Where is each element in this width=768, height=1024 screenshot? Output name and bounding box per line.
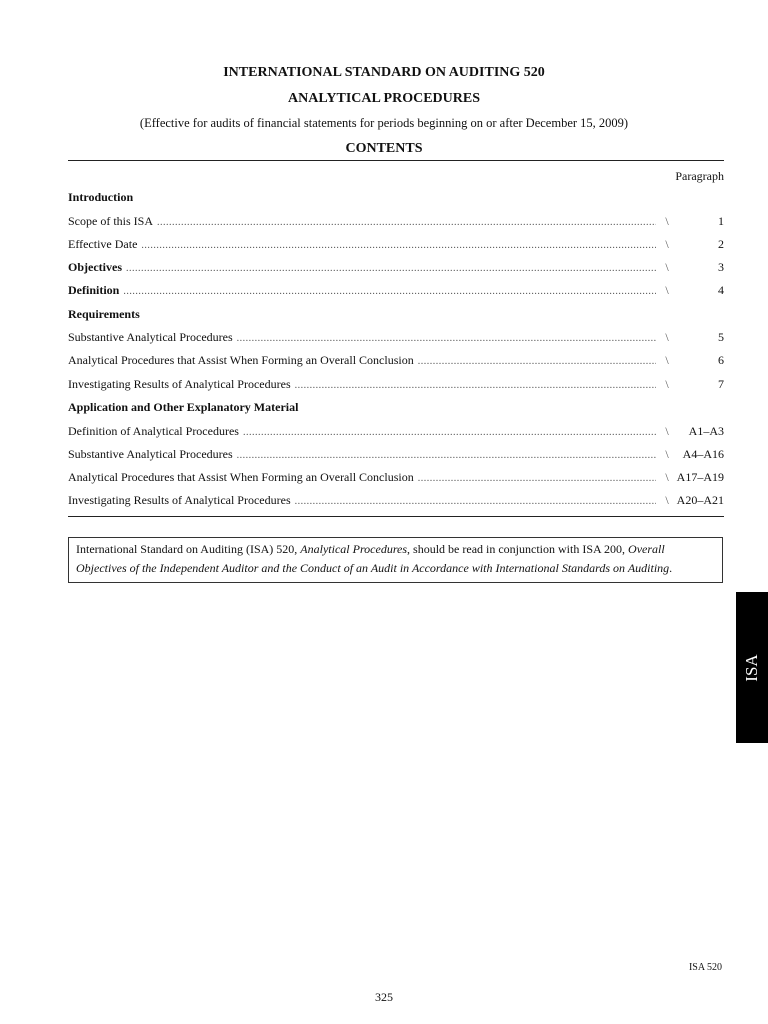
toc-row-label: Definition (68, 283, 120, 298)
separator-mark: \ (665, 213, 669, 228)
footer-standard-label: ISA 520 (688, 962, 722, 973)
toc-row-label: Substantive Analytical Procedures (68, 446, 233, 461)
separator-mark: \ (665, 260, 669, 275)
table-of-contents (68, 186, 724, 513)
dot-leader (237, 327, 656, 350)
toc-row-label: Substantive Analytical Procedures (68, 330, 233, 345)
note-text: . (669, 561, 673, 575)
toc-row-label: Objectives (68, 260, 122, 275)
separator-mark: \ (665, 353, 669, 368)
toc-row[interactable] (68, 349, 724, 372)
separator-mark: \ (665, 283, 669, 298)
toc-row-paragraph: 7 (718, 376, 724, 391)
toc-row-paragraph: 6 (718, 353, 724, 368)
dot-leader (418, 350, 656, 373)
toc-row-label: Scope of this ISA (68, 213, 153, 228)
toc-row-paragraph: A17–A19 (676, 470, 724, 485)
separator-mark: \ (665, 470, 669, 485)
separator-mark: \ (665, 330, 669, 345)
document-subtitle: ANALYTICAL PROCEDURES (287, 91, 481, 106)
toc-row-paragraph: A20–A21 (676, 493, 724, 508)
toc-row-label: Effective Date (68, 236, 138, 251)
contents-heading: CONTENTS (345, 141, 423, 156)
toc-row[interactable] (68, 233, 724, 256)
toc-row[interactable] (68, 210, 724, 233)
reading-note-box (68, 537, 723, 583)
toc-row-paragraph: 5 (718, 330, 724, 345)
effective-date-note: (Effective for audits of financial statements for periods beginning on or after December 15, 2009) (139, 116, 629, 130)
toc-row-paragraph: 2 (718, 236, 724, 251)
note-text: , should be read in conjunction with ISA 200, (407, 542, 629, 556)
bottom-divider (68, 516, 724, 517)
separator-mark: \ (665, 236, 669, 251)
top-divider (68, 160, 724, 161)
separator-mark: \ (665, 423, 669, 438)
toc-row-label: Investigating Results of Analytical Procedures (68, 493, 291, 508)
toc-row-paragraph: A4–A16 (682, 446, 724, 461)
toc-row-paragraph: 4 (718, 283, 724, 298)
toc-section-heading: Requirements (68, 306, 140, 321)
toc-row[interactable] (68, 443, 724, 466)
toc-section-heading: Application and Other Explanatory Material (68, 400, 299, 415)
toc-row[interactable] (68, 326, 724, 349)
dot-leader (141, 234, 656, 257)
toc-row-paragraph: 1 (718, 213, 724, 228)
toc-row[interactable] (68, 279, 724, 302)
dot-leader (126, 257, 656, 280)
toc-row[interactable] (68, 420, 724, 443)
toc-row[interactable] (68, 466, 724, 489)
toc-row[interactable] (68, 373, 724, 396)
page-number: 325 (375, 990, 393, 1004)
toc-row-label: Analytical Procedures that Assist When Forming an Overall Conclusion (68, 470, 414, 485)
document-title: INTERNATIONAL STANDARD ON AUDITING 520 (223, 65, 545, 80)
separator-mark: \ (665, 493, 669, 508)
paragraph-column-header: Paragraph (675, 169, 724, 183)
dot-leader (295, 490, 656, 513)
side-tab-label: ISA (742, 653, 761, 682)
toc-row-paragraph: 3 (718, 260, 724, 275)
toc-row[interactable] (68, 256, 724, 279)
note-italic-reference: Overall Objectives of the Independent Auditor and the Conduct of an Audit in Accordance with International Standards on Auditing (76, 542, 670, 575)
dot-leader (243, 421, 656, 444)
toc-row[interactable] (68, 489, 724, 512)
toc-row-label: Definition of Analytical Procedures (68, 423, 239, 438)
toc-row-paragraph: A1–A3 (688, 423, 724, 438)
toc-section-heading: Introduction (68, 190, 134, 204)
note-text: International Standard on Auditing (ISA) 520, (76, 542, 301, 556)
dot-leader (157, 211, 656, 234)
separator-mark: \ (665, 376, 669, 391)
dot-leader (123, 280, 656, 303)
note-italic-title: Analytical Procedures (300, 542, 408, 556)
toc-row-label: Analytical Procedures that Assist When Forming an Overall Conclusion (68, 353, 414, 368)
dot-leader (418, 467, 656, 490)
toc-row-label: Investigating Results of Analytical Procedures (68, 376, 291, 391)
dot-leader (295, 374, 656, 397)
isa-side-tab (736, 592, 768, 743)
separator-mark: \ (665, 446, 669, 461)
dot-leader (237, 444, 656, 467)
